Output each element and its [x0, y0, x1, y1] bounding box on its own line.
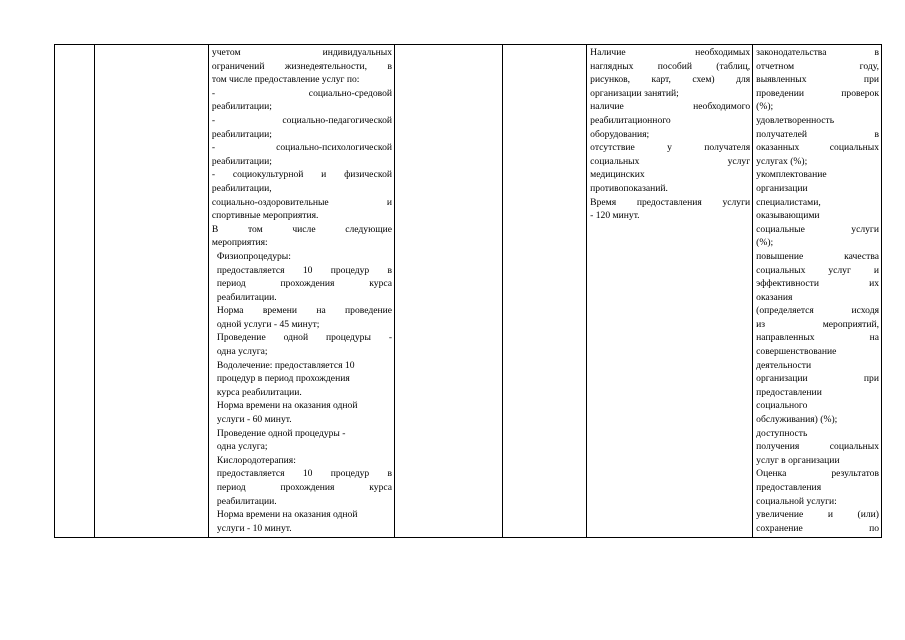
text-line: период прохождения курса [216, 278, 393, 290]
text-line: социальных услуг и [756, 264, 879, 276]
text-line: отсутствие у получателя [590, 142, 751, 154]
text-line: реабилитации; [211, 128, 272, 140]
text-line: (определяется исходя [756, 305, 879, 317]
text-line: обслуживания) (%); [756, 414, 838, 426]
document-table [54, 44, 882, 538]
text-line: реабилитации. [216, 495, 277, 507]
text-line: услуг в организации [756, 454, 840, 466]
text-line: Оценка результатов [756, 468, 879, 480]
text-line: (%); [756, 237, 774, 249]
text-line: Норма времени на проведение [216, 305, 393, 317]
text-line: оказания [756, 291, 793, 303]
cell-conditions [587, 45, 753, 538]
text-line: - социально-средовой [211, 87, 393, 99]
text-line: - социально-педагогической [211, 114, 393, 126]
text-line: проведении проверок [756, 87, 879, 99]
cell-volume [395, 45, 503, 538]
cell-indicators [753, 45, 882, 538]
text-line: совершенствование [756, 346, 837, 358]
text-line: отчетном году, [756, 60, 879, 72]
text-line: процедур в период прохождения [216, 373, 350, 385]
text-line: оказывающими [756, 210, 820, 222]
cell-service-name [95, 45, 209, 538]
text-line: оказанных социальных [756, 142, 879, 154]
text-line: - социокультурной и физической [211, 169, 393, 181]
text-line: получения социальных [756, 441, 879, 453]
text-line: организации занятий; [590, 87, 679, 99]
text-line: социальной услуги: [756, 495, 837, 507]
text-line: направленных на [756, 332, 879, 344]
text-line: Норма времени на оказания одной [216, 509, 358, 521]
text-line: услугах (%); [756, 155, 808, 167]
text-line: организации при [756, 373, 879, 385]
text-line: из мероприятий, [756, 318, 879, 330]
text-line: мероприятия: [211, 237, 268, 249]
text-line: эффективности их [756, 278, 879, 290]
text-line: доступность [756, 427, 808, 439]
text-line: реабилитации; [211, 101, 272, 113]
text-line: организации [756, 182, 808, 194]
text-line: Физиопроцедуры: [216, 250, 291, 262]
text-line: выявленных при [756, 74, 879, 86]
text-line: курса реабилитации. [216, 386, 302, 398]
text-line: предоставляется 10 процедур в [216, 468, 393, 480]
text-line: учетом индивидуальных [211, 47, 393, 58]
text-line: период прохождения курса [216, 482, 393, 493]
cell-term [502, 45, 587, 538]
text-line: наличие необходимого [590, 101, 751, 113]
text-line: реабилитации, [211, 182, 272, 194]
text-line: социального [756, 400, 808, 412]
text-line: одна услуга; [216, 441, 268, 453]
text-line: Водолечение: предоставляется 10 [216, 359, 355, 371]
text-line: Время предоставления услуги [590, 196, 751, 208]
text-line: Проведение одной процедуры - [216, 332, 393, 344]
text-line: увеличение и (или) [756, 509, 879, 521]
cell-service-description [208, 45, 394, 538]
text-line: предоставления [756, 482, 822, 493]
text-line: законодательства в [756, 47, 879, 58]
text-line: реабилитационного [590, 114, 671, 126]
text-line: социальных услуг [590, 155, 751, 167]
text-line: наглядных пособий (таблиц, [590, 60, 751, 72]
text-line: ограничений жизнедеятельности, в [211, 60, 393, 72]
text-line: предоставлении [756, 386, 822, 398]
text-line: В том числе следующие [211, 223, 393, 235]
text-line: деятельности [756, 359, 812, 371]
text-line: социальные услуги [756, 223, 879, 235]
text-line: одной услуги - 45 минут; [216, 318, 320, 330]
text-line: социально-оздоровительные и [211, 196, 393, 208]
table-row [55, 45, 882, 538]
text-line: - социально-психологической [211, 142, 393, 154]
cell-number [55, 45, 95, 538]
text-line: предоставляется 10 процедур в [216, 264, 393, 276]
text-line: повышение качества [756, 250, 879, 262]
text-line: сохранение по [756, 522, 879, 534]
text-line: рисунков, карт, схем) для [590, 74, 751, 86]
text-line: услуги - 60 минут. [216, 414, 292, 426]
text-line: медицинских [590, 169, 645, 181]
text-line: услуги - 10 минут. [216, 522, 292, 534]
text-line: Наличие необходимых [590, 47, 751, 58]
text-line: оборудования; [590, 128, 650, 140]
text-line: (%); [756, 101, 774, 113]
text-line: том числе предоставление услуг по: [211, 74, 360, 86]
text-line: реабилитации. [216, 291, 277, 303]
text-line: Проведение одной процедуры - [216, 427, 346, 439]
text-line: противопоказаний. [590, 182, 668, 194]
text-line: Норма времени на оказания одной [216, 400, 358, 412]
text-line: получателей в [756, 128, 879, 140]
text-line: укомплектование [756, 169, 827, 181]
text-line: - 120 минут. [590, 210, 640, 222]
text-line: Кислородотерапия: [216, 454, 296, 466]
text-line: удовлетворенность [756, 114, 835, 126]
text-line: одна услуга; [216, 346, 268, 358]
text-line: специалистами, [756, 196, 821, 208]
text-line: реабилитации; [211, 155, 272, 167]
text-line: спортивные мероприятия. [211, 210, 319, 222]
